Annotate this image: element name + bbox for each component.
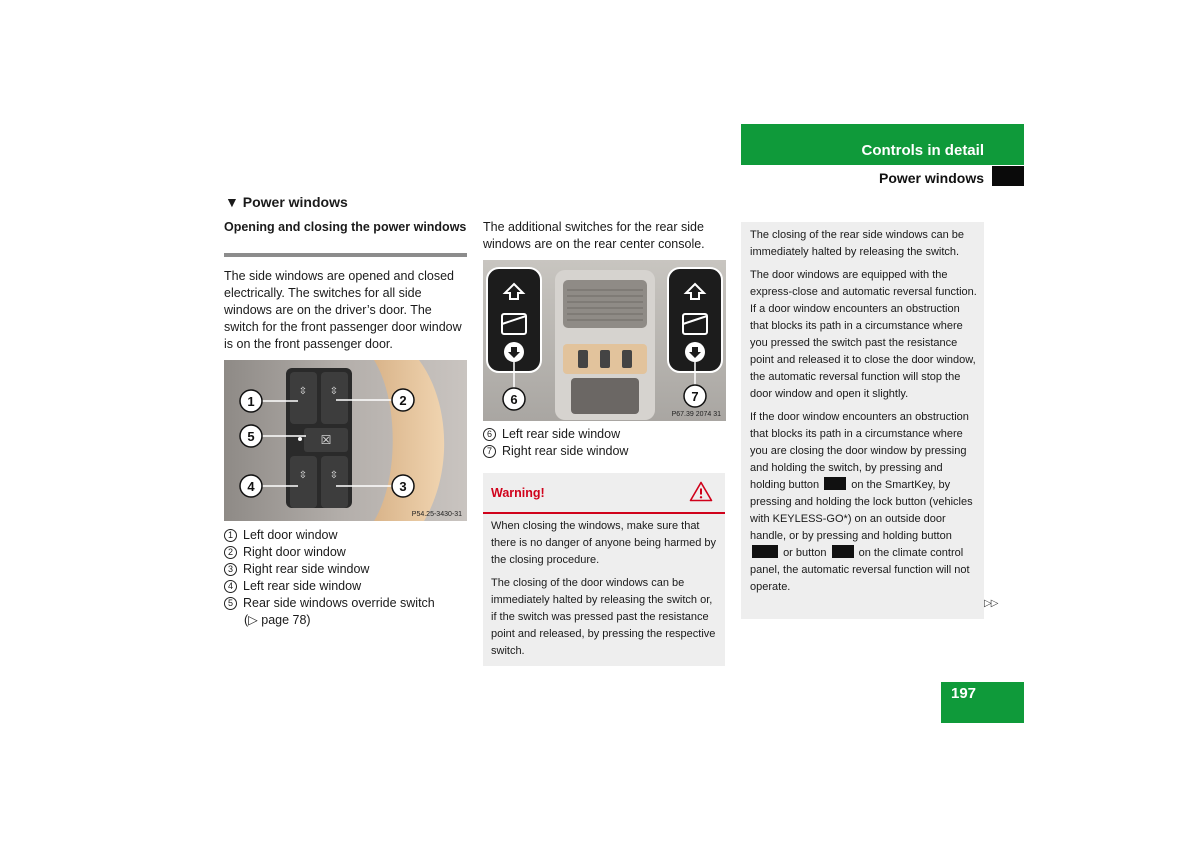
window-button-icon xyxy=(832,545,854,558)
list-item: 2 Right door window xyxy=(224,544,474,561)
header-marker xyxy=(992,166,1024,186)
page-number: 197 xyxy=(951,685,977,702)
svg-text:☒: ☒ xyxy=(320,433,332,447)
list-item: 1 Left door window xyxy=(224,527,474,544)
svg-text:⇳: ⇳ xyxy=(329,386,339,397)
info-text xyxy=(750,227,978,602)
figure-code: P67.39 2074 31 xyxy=(671,411,721,418)
callout-3: 3 xyxy=(399,479,407,494)
callout-5: 5 xyxy=(247,429,255,444)
warning-header xyxy=(483,473,725,512)
door-switch-legend xyxy=(224,527,474,629)
info-paragraph: The closing of the rear side windows can be immediately halted by releasing the switch. xyxy=(750,229,965,258)
page-reference[interactable]: (▷ page 78) xyxy=(244,613,311,627)
callout-1: 1 xyxy=(247,394,255,409)
continued-icon: ▷▷ xyxy=(984,598,998,609)
list-item: 3 Right rear side window xyxy=(224,561,474,578)
callout-2: 2 xyxy=(399,393,407,408)
lock-button-icon xyxy=(824,477,846,490)
header-subsection xyxy=(741,166,1024,186)
svg-text:⇳: ⇳ xyxy=(329,470,339,481)
warning-rule xyxy=(483,512,725,514)
list-item: 4 Left rear side window xyxy=(224,578,474,595)
info-paragraph: The door windows are equipped with the express-close and automatic reversal function. If a door window encounters an obstruction that blocks its path in a circumstance where you pressed the switch past the resistance point and released it to close the door window, the automatic reversal function will stop the door window and open it slightly. xyxy=(750,269,977,400)
warning-paragraph: When closing the windows, make sure that there is no danger of anyone being harmed by the closing procedure. xyxy=(491,520,717,566)
warning-triangle-icon xyxy=(689,481,713,507)
section-title xyxy=(225,194,348,210)
figure-code: P54.25-3430-31 xyxy=(411,511,462,518)
warning-text xyxy=(491,518,719,666)
rear-switch-paragraph: The additional switches for the rear side windows are on the rear center console. xyxy=(483,220,705,251)
list-item: 7 Right rear side window xyxy=(483,443,733,460)
door-switch-figure xyxy=(224,360,467,521)
list-item: 5 Rear side windows override switch xyxy=(224,595,474,612)
warning-label: Warning! xyxy=(491,486,545,500)
callout-6: 6 xyxy=(510,392,518,407)
callout-4: 4 xyxy=(247,479,255,494)
subsection-title: Opening and closing the power windows xyxy=(224,220,467,234)
svg-text:⇳: ⇳ xyxy=(298,470,308,481)
header-section-title: Controls in detail xyxy=(861,142,984,159)
intro-paragraph: The side windows are opened and closed electrically. The switches for all side windows are on the driver’s door. The switch for the front passenger door window is on the front passenger door. xyxy=(224,269,462,351)
callout-7: 7 xyxy=(691,389,699,404)
triangle-bullet-icon: ▼ xyxy=(225,194,239,210)
list-item: 6 Left rear side window xyxy=(483,426,733,443)
subtitle-rule xyxy=(224,253,467,257)
info-paragraph: If the door window encounters an obstruction that blocks its path in a circumstance where you are closing the door window by pressing and holding the switch, by pressing and holding button on the SmartKey, by pressing and holding the lock button (vehicles with KEYLESS-GO*) on an outside door handle, or by pressing and holding button or button on the climate control panel, the automatic reversal function will not operate. xyxy=(750,411,973,593)
info-box xyxy=(741,222,984,619)
warning-paragraph: The closing of the door windows can be immediately halted by releasing the switch or, if the switch was pressed past the resistance point and released, by pressing the respective switch. xyxy=(491,577,716,657)
section-title-text: Power windows xyxy=(242,194,348,210)
svg-text:⇳: ⇳ xyxy=(298,386,308,397)
rear-switch-legend xyxy=(483,426,733,460)
car-button-icon xyxy=(752,545,778,558)
page-number-tab xyxy=(941,682,1024,723)
header-subsection-title: Power windows xyxy=(878,170,984,186)
warning-box xyxy=(483,473,725,666)
rear-console-figure xyxy=(483,260,726,421)
